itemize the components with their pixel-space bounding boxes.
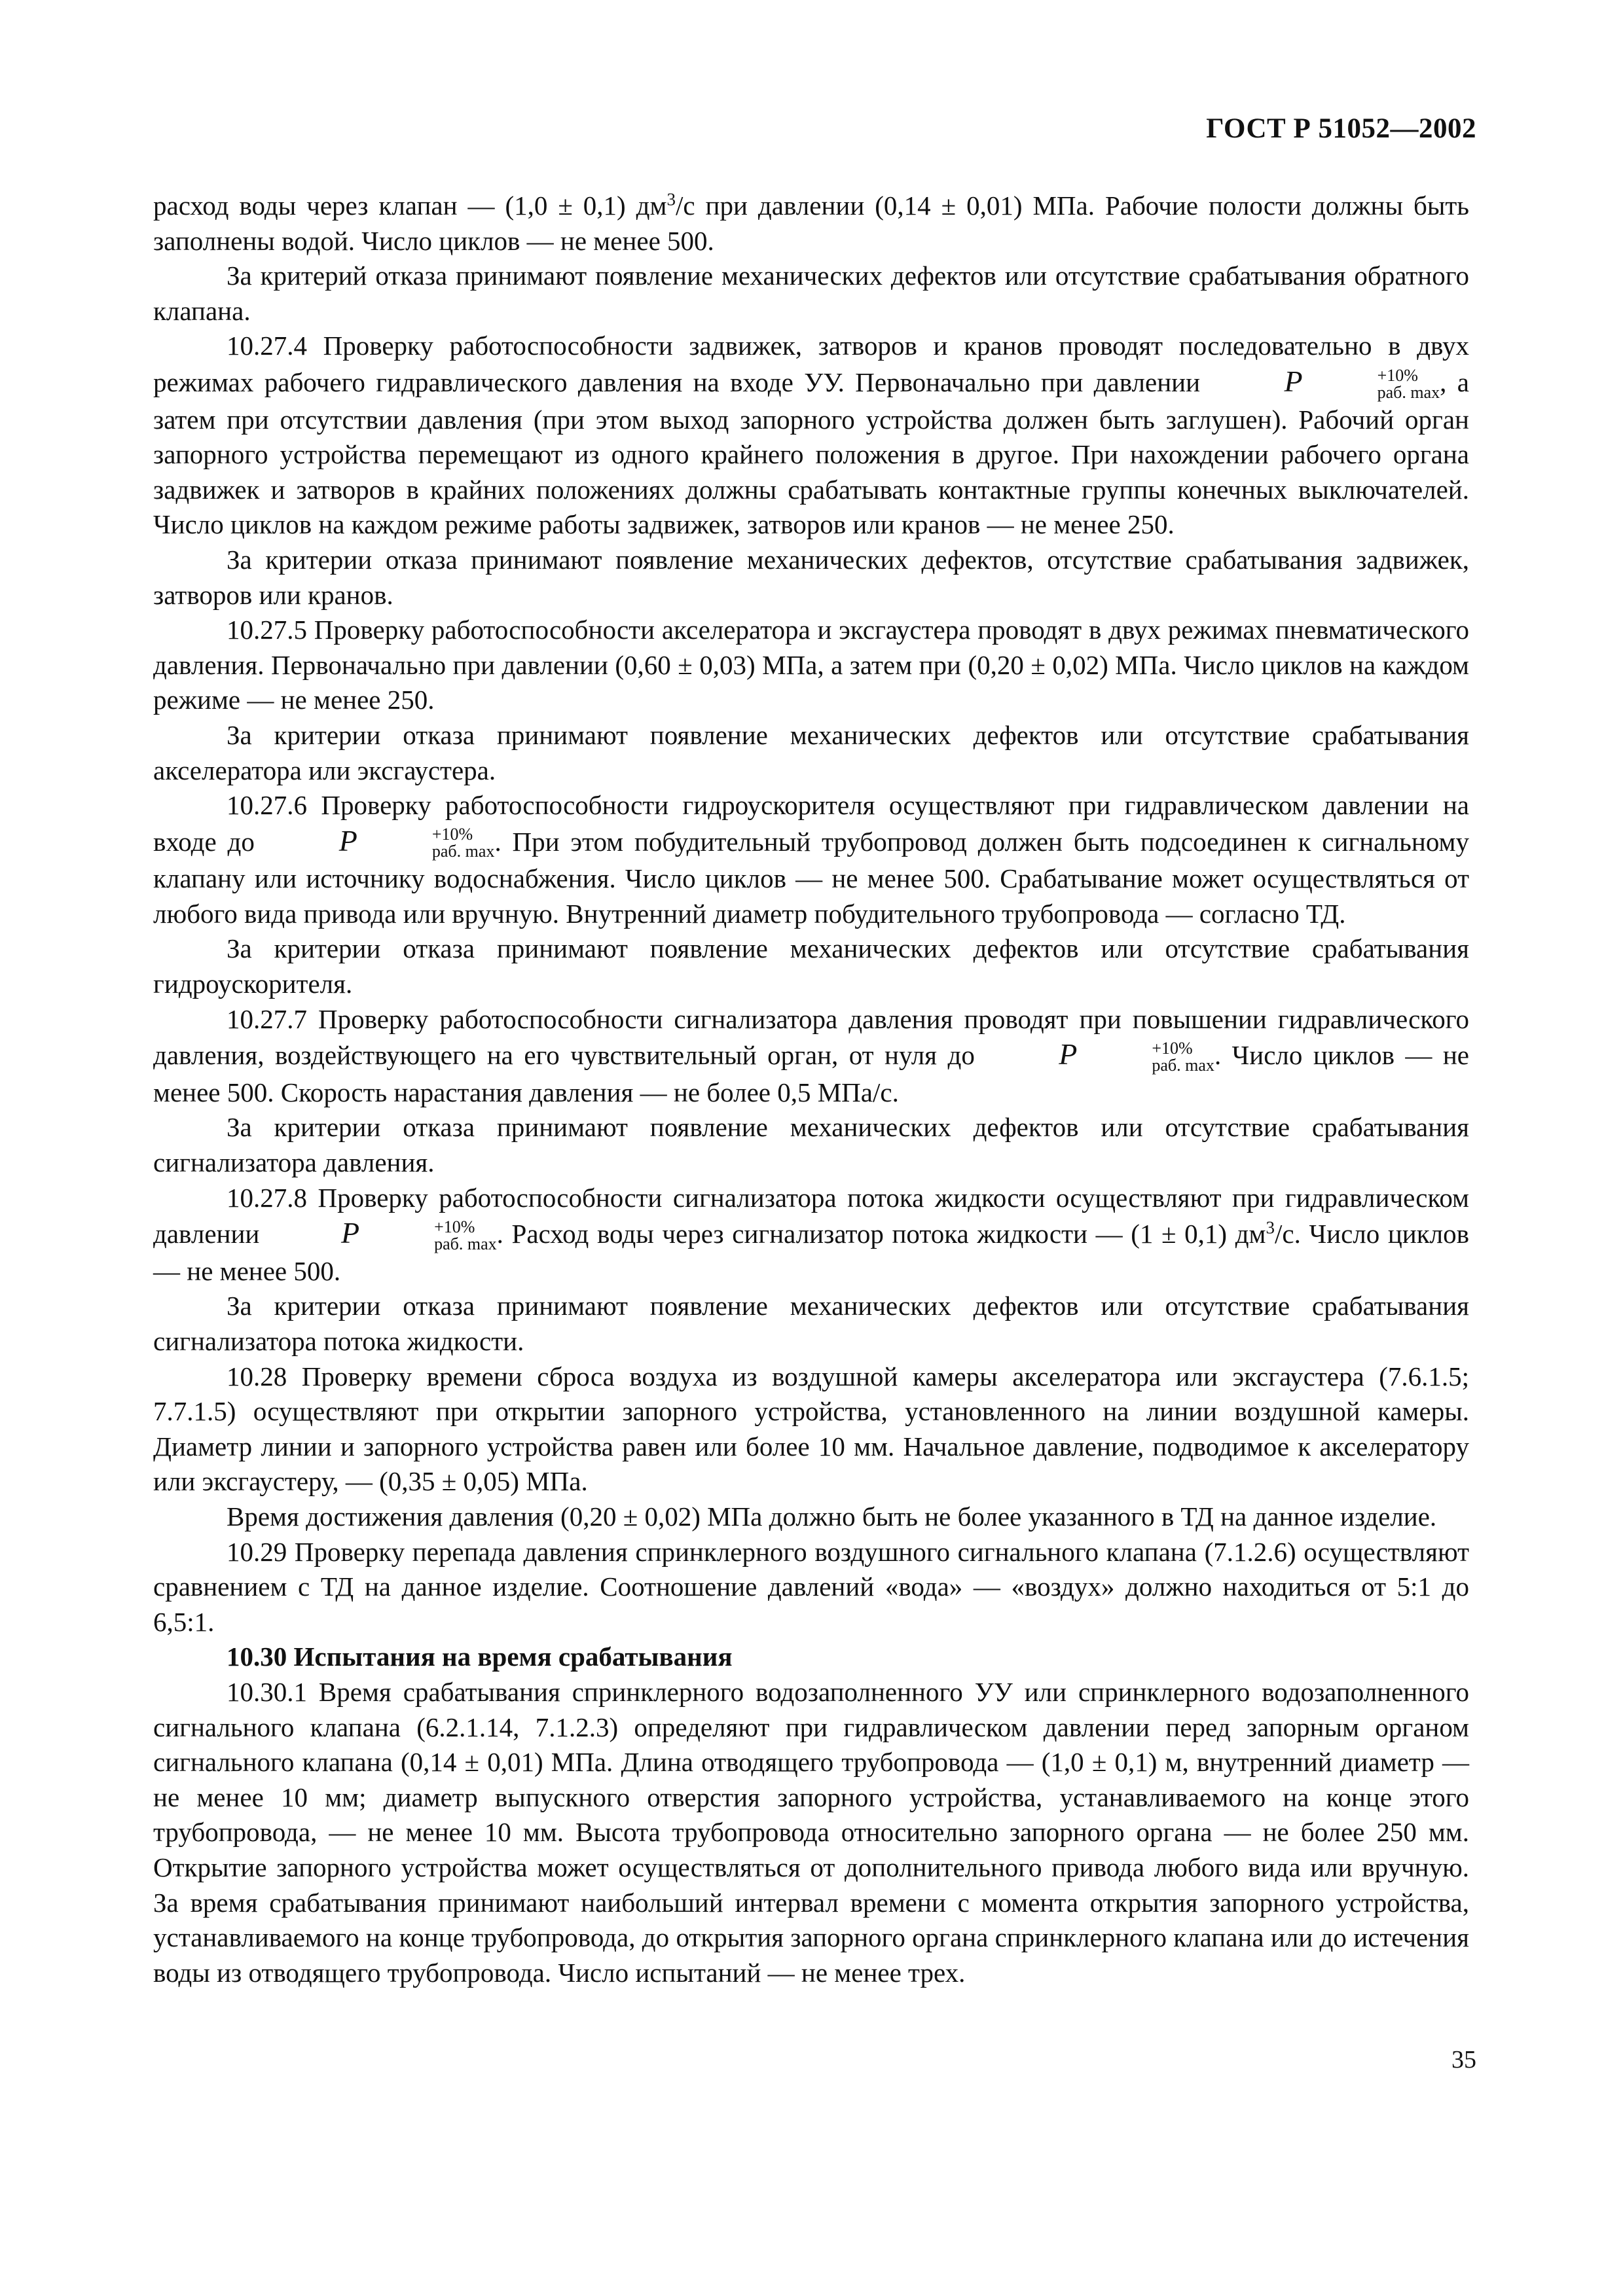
body-text (153, 188, 1469, 1990)
pressure-letter: P (338, 823, 357, 857)
text-run: . Число циклов — не менее 500. Скорость нарастания давления — не более 0,5 МПа/с. (153, 1040, 1469, 1107)
pressure-sub: раб. max (434, 1234, 497, 1253)
page-number: 35 (1451, 2046, 1476, 2073)
paragraph-10-27-8 (153, 1181, 1469, 1289)
paragraph: За критерии отказа принимают появление механических дефектов или отсутствие срабатывания сигнализатора давления. (153, 1112, 1469, 1178)
pressure-sup: +10% (434, 1217, 475, 1236)
pressure-sub: раб. max (1152, 1055, 1214, 1075)
text-run: расход воды через клапан — (1,0 ± 0,1) дм (153, 190, 667, 221)
doc-header: ГОСТ Р 51052—2002 (1206, 113, 1476, 144)
text-run: , а затем при отсутствии давления (при этом выход запорного устройства должен быть заглушен). Рабочий орган запорного устройства перемещают из одного крайнего положения в другое. При нахождении рабочего органа задвижек и затворов в крайних положениях должны срабатывать контактные группы конечных выключателей. Число циклов на каждом режиме работы задвижек, затворов или кранов — не менее 250. (153, 367, 1469, 540)
paragraph-10-28: 10.28 Проверку времени сброса воздуха из воздушной камеры акселератора или эксгаустера (7.6.1.5; 7.7.1.5) осуществляют при открытии запорного устройства, установленного на линии воздушной камеры. Диаметр линии и запорного устройства равен или более 10 мм. Начальное давление, подводимое к акселератору или эксгаустеру, — (0,35 ± 0,05) МПа. (153, 1361, 1469, 1497)
section-heading-10-30: 10.30 Испытания на время срабатывания (227, 1641, 733, 1672)
text-run: 10.27.7 Проверку работоспособности сигнализатора давления проводят при повышении гидравлического давления, воздействующего на его чувствительный орган, от нуля до (153, 1003, 1469, 1071)
paragraph: За критерии отказа принимают появление механических дефектов или отсутствие срабатывания акселератора или эксгаустера. (153, 719, 1469, 785)
text-run: 10.27.8 Проверку работоспособности сигнализатора потока жидкости осуществляют при гидравлическом давлении (153, 1182, 1469, 1249)
paragraph: За критерии отказа принимают появление механических дефектов или отсутствие срабатывания сигнализатора потока жидкости. (153, 1291, 1469, 1356)
text-run: /с. Число циклов — не менее 500. (153, 1219, 1469, 1286)
superscript: 3 (666, 189, 676, 209)
paragraph-10-30-1: 10.30.1 Время срабатывания спринклерного водозаполненного УУ или спринклерного водозаполненного сигнального клапана (6.2.1.14, 7.1.2.3) определяют при гидравлическом давлении перед запорным органом сигнального клапана (0,14 ± 0,01) МПа. Длина отводящего трубопровода — (1,0 ± 0,1) м, внутренний диаметр — не менее 10 мм; диаметр выпускного отверстия запорного устройства, устанавливаемого на конце этого трубопровода, — не менее 10 мм. Высота трубопровода относительно запорного органа — не более 250 мм. Открытие запорного устройства может осуществляться от дополнительного привода любого вида или вручную. За время срабатывания принимают наибольший интервал времени с момента открытия запорного устройства, устанавливаемого на конце трубопровода, до открытия запорного органа спринклерного клапана или до истечения воды из отводящего трубопровода. Число испытаний — не менее трех. (153, 1676, 1469, 1988)
text-run: /с при давлении (0,14 ± 0,01) МПа. Рабочие полости должны быть заполнены водой. Число циклов — не менее 500. (153, 190, 1469, 256)
paragraph-continuation (153, 188, 1469, 259)
paragraph: За критерии отказа принимают появление механических дефектов, отсутствие срабатывания задвижек, затворов или кранов. (153, 544, 1469, 610)
paragraph: За критерии отказа принимают появление механических дефектов или отсутствие срабатывания гидроускорителя. (153, 933, 1469, 999)
text-run: . Расход воды через сигнализатор потока жидкости — (1 ± 0,1) дм (496, 1219, 1266, 1249)
pressure-letter: P (1059, 1037, 1078, 1071)
pressure-sup: +10% (1377, 365, 1418, 385)
paragraph-10-27-4 (153, 329, 1469, 543)
pressure-sup: +10% (431, 825, 473, 844)
paragraph: Время достижения давления (0,20 ± 0,02) МПа должно быть не более указанного в ТД на данное изделие. (227, 1501, 1437, 1532)
paragraph-10-27-6 (153, 788, 1469, 931)
pressure-symbol (266, 823, 495, 862)
paragraph: За критерий отказа принимают появление механических дефектов или отсутствие срабатывания обратного клапана. (153, 260, 1469, 326)
paragraph-10-27-5: 10.27.5 Проверку работоспособности акселератора и эксгаустера проводят в двух режимах пневматического давления. Первоначально при давлении (0,60 ± 0,03) МПа, а затем при (0,20 ± 0,02) МПа. Число циклов на каждом режиме — не менее 250. (153, 615, 1469, 715)
pressure-letter: P (1284, 364, 1303, 398)
paragraph-10-27-7 (153, 1002, 1469, 1111)
pressure-letter: P (341, 1216, 360, 1250)
pressure-sub: раб. max (1377, 382, 1440, 402)
text-run: 10.27.4 Проверку работоспособности задвижек, затворов и кранов проводят последовательно в двух режимах рабочего гидравлического давления на входе УУ. Первоначально при давлении (153, 331, 1469, 397)
paragraph-10-29: 10.29 Проверку перепада давления спринклерного воздушного сигнального клапана (7.1.2.6) осуществляют сравнением с ТД на данное изделие. Соотношение давлений «вода» — «воздух» должно находиться от 5:1 до 6,5:1. (153, 1536, 1469, 1637)
text-run: 10.27.6 Проверку работоспособности гидроускорителя осуществляют при гидравлическом давлении на входе до (153, 790, 1469, 857)
superscript: 3 (1266, 1217, 1275, 1238)
pressure-symbol (268, 1215, 497, 1254)
pressure-sub: раб. max (431, 842, 495, 861)
pressure-symbol (1211, 364, 1440, 403)
pressure-sup: +10% (1152, 1038, 1193, 1058)
text-run: . При этом побудительный трубопровод должен быть подсоединен к сигнальному клапану или источнику водоснабжения. Число циклов — не менее 500. Срабатывание может осуществляться от любого вида привода или вручную. Внутренний диаметр побудительного трубопровода — согласно ТД. (153, 826, 1469, 929)
pressure-symbol (985, 1037, 1214, 1075)
